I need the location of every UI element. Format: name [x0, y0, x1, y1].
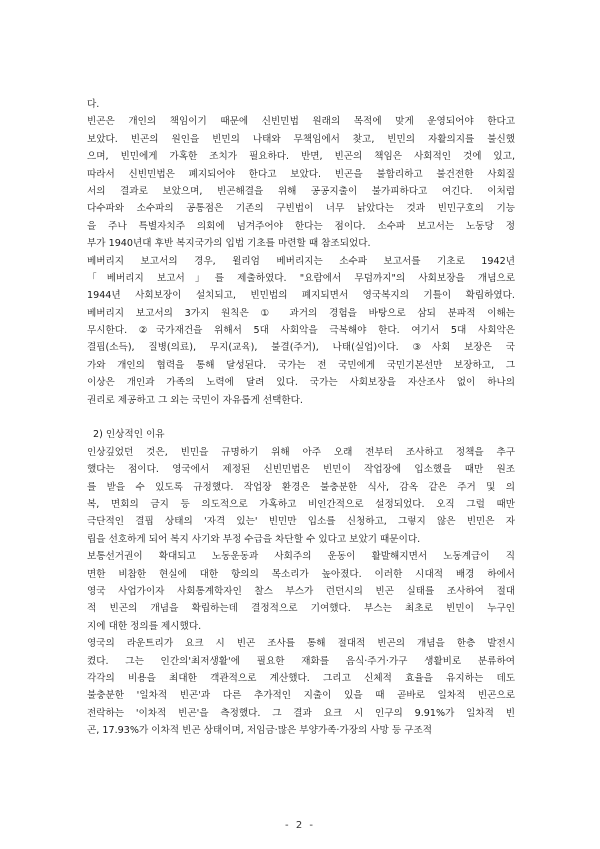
text-line: 극단적인 결핍 상태의 '자격 있는' 빈민만 입소를 신청하고, 그렇지 않은 빈민은 자	[87, 516, 515, 528]
paragraph	[87, 113, 515, 252]
text-line: 보았다. 빈곤의 원인을 빈민의 나태와 무책임에서 찾고, 빈민의 자활의지를 불신했	[87, 133, 515, 145]
text-line: 립을 선호하게 되어 복지 사기와 부정 수급을 차단할 수 있다고 보았기 때문이다.	[87, 533, 421, 545]
text-line: 빈곤은 개인의 책임이기 때문에 신빈민법 원래의 목적에 맞게 운영되어야 한다고	[87, 116, 515, 128]
text-line: 따라서 신빈민법은 폐지되어야 한다고 보았다. 빈곤을 불합리하고 불건전한 사회질	[87, 168, 515, 180]
text-line: 무시한다. ②국가재건을 위해서 5대 사회악을 극복해야 한다. 여기서 5대 사회악은	[87, 325, 515, 337]
paragraph	[87, 253, 515, 410]
text-line: 권리로 제공하고 그 외는 국민이 자유롭게 선택한다.	[87, 394, 303, 406]
paragraph	[87, 96, 515, 113]
section-heading: 2) 인상적인 이유	[93, 429, 165, 441]
text-line: 영국 사업가이자 사회통계학자인 찰스 부스가 런던시의 빈곤 실태를 조사하여 절대	[87, 585, 515, 597]
text-line: 「베버리지 보고서」를 제출하였다. "요람에서 무덤까지"의 사회보장을 개념으로	[87, 272, 515, 284]
text-line: 영국의 라운트리가 요크 시 빈곤 조사를 통해 절대적 빈곤의 개념을 한층 발전시	[87, 638, 515, 650]
paragraph	[87, 444, 515, 548]
text-line: 부가 1940년대 후반 복지국가의 입법 기초를 마련할 때 참조되었다.	[87, 238, 371, 250]
text-line: 으며, 빈민에게 가혹한 조치가 필요하다. 반면, 빈곤의 책임은 사회적인 것에 있고,	[87, 151, 515, 163]
text-line: 전락하는 '이차적 빈곤'을 측정했다. 그 결과 요크 시 인구의 9.91%가 일차적 빈	[87, 707, 515, 719]
text-line: 각각의 비용을 최대한 객관적으로 계산했다. 그리고 신체적 효율을 유지하는 데도	[87, 672, 515, 684]
page-number: - 2 -	[285, 820, 315, 831]
paragraph	[87, 548, 515, 635]
text-line: 베버리지 보고서의 경우, 윌리엄 베버리지는 소수파 보고서를 기초로 1942년	[87, 255, 515, 267]
text-line: 결핍(소득), 질병(의료), 무지(교육), 불결(주거), 나태(실업)이다. ③사회 보장은 국	[87, 342, 515, 354]
paragraph-spacer	[87, 409, 515, 426]
text-line: 을 주나 특별자치주 의회에 넘겨주어야 한다는 점이다. 소수파 보고서는 노동당 정	[87, 220, 515, 232]
text-line: 다.	[87, 99, 100, 110]
text-line: 이상은 개인과 가족의 노력에 달려 있다. 국가는 사회보장을 자산조사 없이 하나의	[87, 377, 515, 389]
text-line: 1944년 사회보장이 설치되고, 빈민법의 폐지되면서 영국복지의 기틀이 확립하였다.	[87, 290, 515, 302]
text-line: 다수파와 소수파의 공통점은 기존의 구빈법이 너무 낡았다는 것과 빈민구호의 기능	[87, 203, 515, 215]
text-line: 곤, 17.93%가 이차적 빈곤 상태이며, 저임금·많은 부양가족·가장의 사망 등 구조적	[87, 725, 432, 737]
text-line: 지에 대한 정의를 제시했다.	[87, 620, 202, 632]
text-line: 불충분한 '일차적 빈곤'과 다른 추가적인 지출이 있을 때 곧바로 일차적 빈곤으로	[87, 690, 515, 702]
text-line: 켰다. 그는 인간의'최저생활'에 필요한 재화를 음식·주거·가구 생활비로 분류하여	[87, 655, 515, 667]
text-line: 가와 개인의 협력을 통해 달성된다. 국가는 전 국민에게 국민기본선만 보장하고, 그	[87, 359, 515, 371]
text-line: 면한 비참한 현실에 대한 항의의 목소리가 높아졌다. 이러한 시대적 배경 하에서	[87, 568, 515, 580]
text-line: 복, 면회의 금지 등 의도적으로 가혹하고 비인간적으로 설정되었다. 오직 그럴 때만	[87, 499, 515, 510]
text-line: 베버리지 보고서의 3가지 원칙은 ① 과거의 경험을 바탕으로 삼되 분파적 이해는	[87, 307, 515, 319]
text-line: 적 빈곤의 개념을 확립하는데 결정적으로 기여했다. 부스는 최초로 빈민이 누구인	[87, 603, 515, 615]
text-line: 를 받을 수 있도록 규정했다. 작업장 환경은 불충분한 식사, 감옥 같은 주거 및 의	[87, 481, 515, 493]
text-line: 서의 결과로 보았으며, 빈곤해결을 위해 공공지출이 불가피하다고 여긴다. 이처럼	[87, 185, 515, 197]
document-body	[87, 96, 515, 739]
text-line: 보통선거권이 확대되고 노동운동과 사회주의 운동이 활발해지면서 노동계급이 직	[87, 551, 515, 563]
paragraph	[87, 635, 515, 739]
text-line: 인상깊었던 것은, 빈민을 규명하기 위해 아주 오래 전부터 조사하고 정책을 추구	[87, 446, 515, 458]
text-line: 했다는 점이다. 영국에서 제정된 신빈민법은 빈민이 작업장에 입소했을 때만 원조	[87, 464, 515, 476]
